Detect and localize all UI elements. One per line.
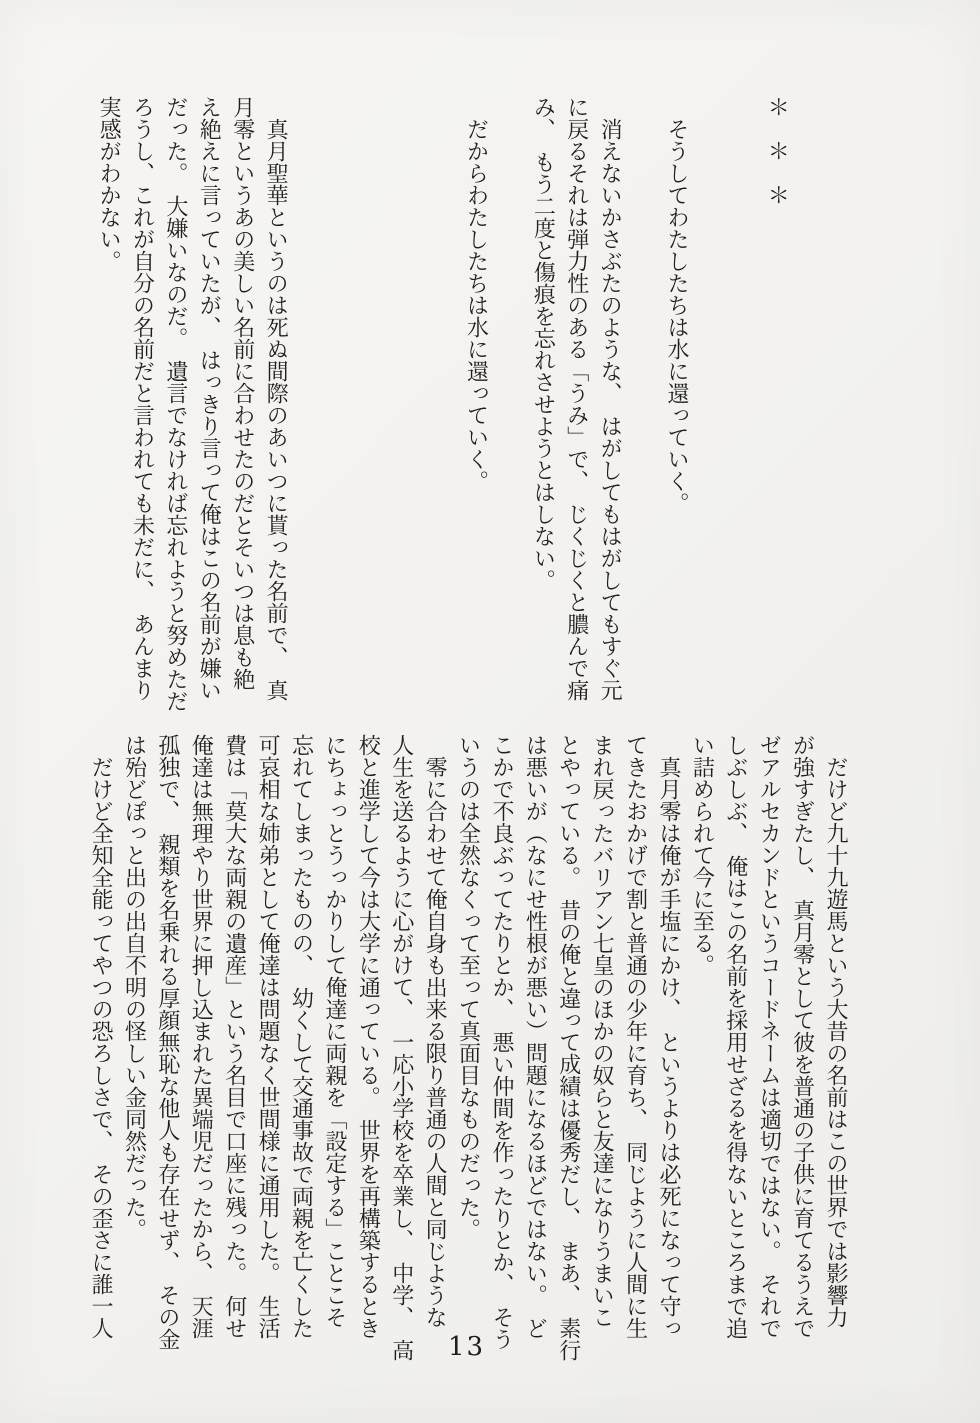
text-line: い詰められて今に至る。 <box>689 734 715 976</box>
text-line: え絶えに言っていたが、 はっきり言って俺はこの名前が嫌い <box>196 96 222 701</box>
text-line: は悪いが（なにせ性根が悪い）問題になるほどではない。 ど <box>522 734 548 1339</box>
text-line: 費は「莫大な両親の遺産」という名目で口座に残った。 何せ <box>221 734 247 1339</box>
text-line: 孤独で、 親類を名乗れる厚顔無恥な他人も存在せず、 その金 <box>154 734 180 1350</box>
text-line: ろうし、これが自分の名前だと言われても未だに、 あんまり <box>129 96 155 701</box>
text-line: 月零というあの美しい名前に合わせたのだとそいつは息も絶 <box>229 96 255 690</box>
text-line: にちょっとうっかりして俺達に両親を「設定する」ことこそ <box>321 734 347 1328</box>
text-line: てきたおかげで割と普通の少年に育ち、 同じように人間に生 <box>622 734 648 1339</box>
page-number: 13 <box>448 1332 486 1362</box>
text-line <box>392 96 425 746</box>
text-line: ゼアルセカンドというコードネームは適切ではない。 それで <box>756 734 782 1339</box>
text-line: 俺達は無理やり世界に押し込まれた異端児だったから、 天涯 <box>188 734 214 1339</box>
text-line <box>693 96 726 746</box>
text-line: 零に合わせて俺自身も出来る限り普通の人間と同じような <box>422 734 448 1328</box>
text-line: こかで不良ぶってたりとか、 悪い仲間を作ったりとか、 そう <box>488 734 514 1350</box>
section-separator-line: ＊ ＊ ＊ <box>764 96 790 206</box>
text-line: しぶしぶ、 俺はこの名前を採用せざるを得ないところまで追 <box>722 734 748 1339</box>
upper-text-band <box>92 96 860 746</box>
text-line: まれ戻ったバリアン七皇のほかの奴らと友達になりうまいこ <box>589 734 615 1328</box>
text-line: だった。 大嫌いなのだ。 遺言でなければ忘れようと努めただ <box>162 96 188 712</box>
text-line: が強すぎたし、 真月零として彼を普通の子供に育てるうえで <box>789 734 815 1339</box>
text-line: 消えないかさぶたのような、 はがしてもはがしてもすぐ元 <box>597 96 623 701</box>
text-line: は殆どぽっと出の出自不明の怪しい金同然だった。 <box>121 734 147 1240</box>
text-line: 可哀相な姉弟として俺達は問題なく世間様に通用した。 生活 <box>255 734 281 1339</box>
lower-text-band <box>84 734 852 1414</box>
text-line <box>359 96 392 746</box>
text-line <box>827 96 860 746</box>
text-line <box>426 96 459 746</box>
text-line <box>626 96 659 746</box>
text-line: 忘れてしまったものの、 幼くして交通事故で両親を亡くした <box>288 734 314 1339</box>
text-line: だけど全知全能ってやつの恐ろしさで、 その歪さに誰一人 <box>88 734 114 1339</box>
text-line <box>493 96 526 746</box>
text-line: み、 もう二度と傷痕を忘れさせようとはしない。 <box>530 96 556 591</box>
text-line: に戻るそれは弾力性のある「うみ」で、 じくじくと膿んで痛 <box>563 96 589 701</box>
text-line: だけど九十九遊馬という大昔の名前はこの世界では影響力 <box>823 734 848 1328</box>
text-line: とやっている。 昔の俺と違って成績は優秀だし、 まあ、 素行 <box>555 734 581 1361</box>
text-line: そうしてわたしたちは水に還っていく。 <box>663 96 689 514</box>
text-line: 真月零は俺が手塩にかけ、 というよりは必死になって守っ <box>655 734 681 1339</box>
text-line <box>726 96 759 746</box>
text-line: 真月聖華というのは死ぬ間際のあいつに貰った名前で、 真 <box>263 96 289 701</box>
text-line <box>793 96 826 746</box>
text-line <box>326 96 359 746</box>
text-line: だからわたしたちは水に還っていく。 <box>463 96 489 492</box>
text-line <box>292 96 325 746</box>
text-line: 実感がわかない。 <box>96 96 122 272</box>
text-line: 校と進学して今は大学に通っている。 世界を再構築するとき <box>355 734 381 1339</box>
text-line: いうのは全然なくって至って真面目なものだった。 <box>455 734 481 1240</box>
text-line: 人生を送るように心がけて、 一応小学校を卒業し、 中学、 高 <box>388 734 414 1361</box>
